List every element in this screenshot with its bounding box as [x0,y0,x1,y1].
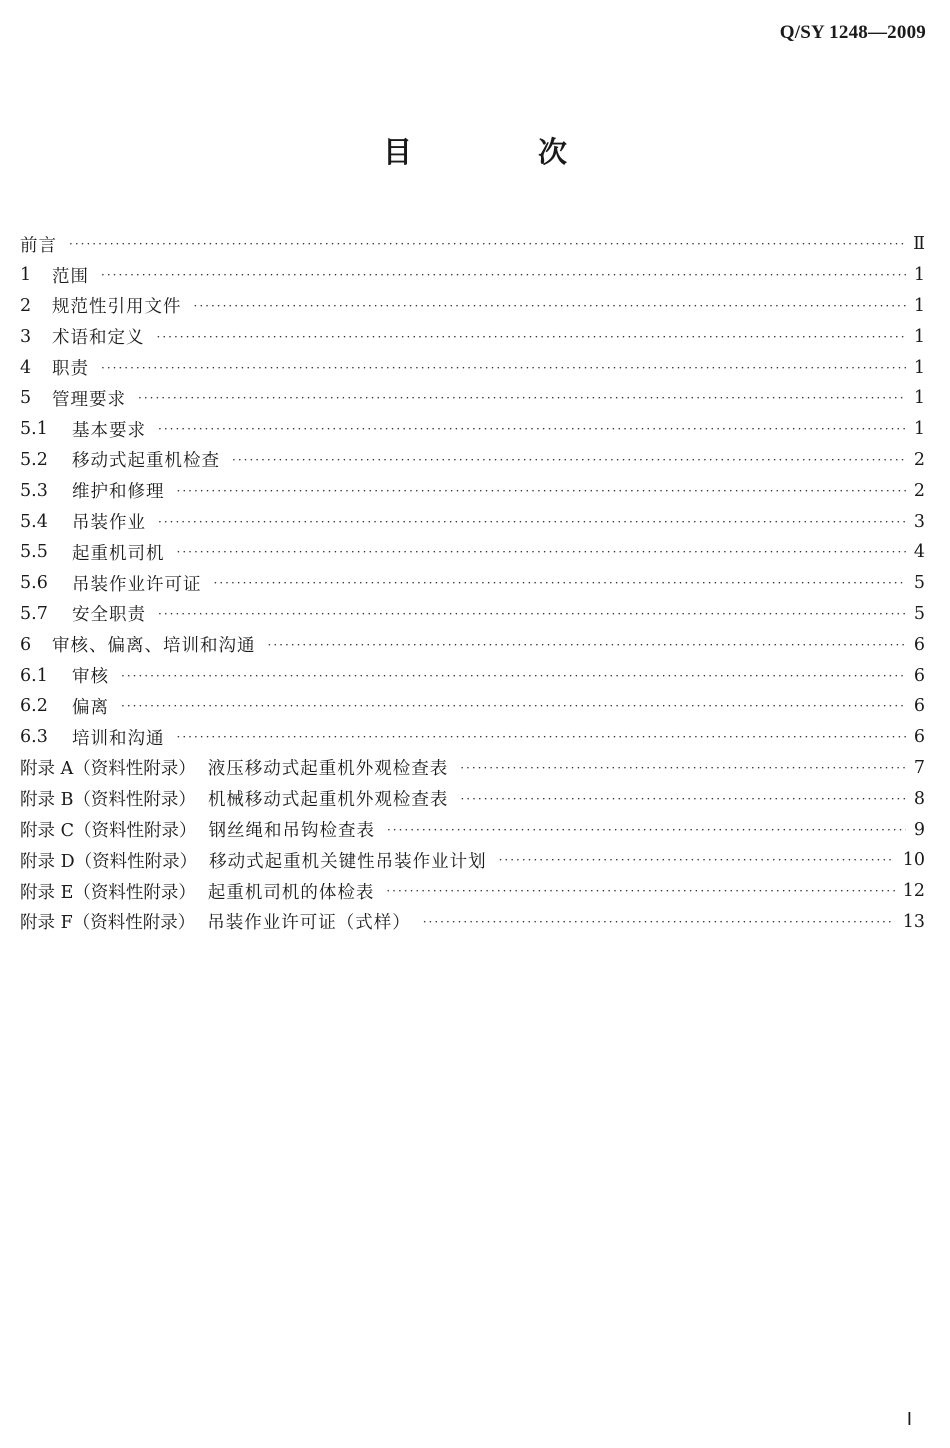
toc-entry[interactable] [20,876,925,907]
toc-entry-page: 6 [913,634,925,655]
toc-entry-number: 5.2 [20,449,48,470]
toc-entry[interactable] [20,537,925,568]
dot-leader [138,392,906,404]
toc-entry-page: 7 [913,757,925,778]
toc-entry-number: 附录 E（资料性附录） [20,882,196,903]
toc-entry-label: 职责 [52,359,89,380]
toc-entry-number: 附录 B（资料性附录） [20,790,196,811]
dot-leader [177,546,906,558]
toc-entry-number: 5.3 [20,480,48,501]
toc-entry-number: 附录 D（资料性附录） [20,851,198,872]
toc-entry-page: 8 [913,788,925,809]
toc-entry[interactable] [20,722,925,753]
toc-entry[interactable] [20,845,925,876]
toc-entry[interactable] [20,783,925,814]
toc-entry[interactable] [20,475,925,506]
page-folio: Ⅰ [906,1409,912,1429]
toc-entry-label: 术语和定义 [52,328,145,349]
toc-entry[interactable] [20,753,925,784]
dot-leader [177,485,906,497]
toc-entry-page: 10 [902,850,925,871]
toc-entry[interactable] [20,691,925,722]
toc-entry-page: 6 [913,727,925,748]
dot-leader [232,454,906,466]
toc-entry[interactable] [20,321,925,352]
toc-entry[interactable] [20,599,925,630]
toc-entry-number: 5.6 [20,573,48,594]
toc-entry-number: 附录 F（资料性附录） [20,913,196,934]
toc-entry-page: 1 [913,326,925,347]
toc-entry-label: 移动式起重机关键性吊装作业计划 [209,851,487,872]
toc-entry-number: 3 [20,326,32,347]
toc-entry-page: 1 [913,357,925,378]
toc-entry-label: 规范性引用文件 [52,297,182,318]
toc-entry-page: 6 [913,696,925,717]
toc-entry[interactable] [20,907,925,938]
toc-entry-number: 附录 A（资料性附录） [20,759,196,780]
dot-leader [158,608,906,620]
toc-entry[interactable] [20,506,925,537]
dot-leader [177,731,906,743]
toc-entry-page: 1 [913,388,925,409]
dot-leader [157,331,906,343]
toc-entry-label: 移动式起重机检查 [72,451,220,472]
dot-leader [158,516,906,528]
toc-entry-number: 5.7 [20,603,48,624]
toc-entry-page: 3 [913,511,925,532]
toc-entry-page: 2 [913,480,925,501]
standard-code: Q/SY 1248—2009 [779,22,926,43]
toc-entry-number: 1 [20,265,32,286]
toc-entry-label: 吊装作业 [72,513,146,534]
toc-entry-label: 维护和修理 [72,482,165,503]
dot-leader [101,269,906,281]
toc-entry-number: 5.5 [20,542,48,563]
toc-entry-label: 基本要求 [72,420,146,441]
dot-leader [460,762,906,774]
toc-entry-label: 吊装作业许可证 [72,574,202,595]
toc-entry[interactable] [20,660,925,691]
toc-entry-label: 偏离 [72,697,109,718]
toc-entry[interactable] [20,814,925,845]
dot-leader [101,362,906,374]
toc-entry-label: 起重机司机的体检表 [207,882,375,903]
dot-leader [423,916,895,928]
toc-entry-page: 13 [902,911,925,932]
dot-leader [460,793,905,805]
toc-entry-page: 6 [913,665,925,686]
toc-entry-label: 范围 [52,266,89,287]
toc-entry-number: 6.3 [20,727,48,748]
toc-entry-number: 5.4 [20,511,48,532]
table-of-contents [20,229,925,937]
toc-entry-page: 9 [913,819,925,840]
toc-entry-page: 12 [902,881,925,902]
toc-entry[interactable] [20,445,925,476]
toc-entry-label: 前言 [20,235,57,256]
toc-entry[interactable] [20,568,925,599]
toc-entry[interactable] [20,291,925,322]
dot-leader [387,824,906,836]
toc-entry[interactable] [20,260,925,291]
toc-entry-page: Ⅱ [913,234,925,255]
toc-entry-page: 2 [913,449,925,470]
dot-leader [121,670,906,682]
toc-entry-label: 审核、偏离、培训和沟通 [52,636,256,657]
toc-entry-label: 液压移动式起重机外观检查表 [207,759,449,780]
toc-entry-label: 管理要求 [52,389,126,410]
toc-entry[interactable] [20,383,925,414]
toc-entry-label: 起重机司机 [72,543,165,564]
toc-entry-label: 吊装作业许可证（式样） [207,913,411,934]
dot-leader [121,700,906,712]
toc-entry-number: 2 [20,295,32,316]
toc-entry-number: 4 [20,357,32,378]
page-title: 目 次 [382,135,626,169]
toc-entry[interactable] [20,352,925,383]
toc-entry-page: 5 [913,603,925,624]
dot-leader [386,885,894,897]
toc-entry-label: 安全职责 [72,605,146,626]
toc-entry-page: 1 [913,265,925,286]
toc-entry-number: 5.1 [20,419,48,440]
toc-entry-page: 1 [913,295,925,316]
toc-entry-page: 5 [913,573,925,594]
toc-entry-number: 附录 C（资料性附录） [20,821,197,842]
toc-entry[interactable] [20,414,925,445]
dot-leader [194,300,906,312]
toc-entry-label: 机械移动式起重机外观检查表 [207,790,449,811]
toc-entry-page: 4 [913,542,925,563]
toc-entry-number: 5 [20,388,32,409]
dot-leader [158,423,906,435]
toc-entry-page: 1 [913,419,925,440]
toc-entry[interactable] [20,629,925,660]
dot-leader [499,854,895,866]
toc-entry-number: 6.1 [20,665,48,686]
toc-entry-number: 6 [20,634,32,655]
dot-leader [268,639,906,651]
toc-entry-number: 6.2 [20,696,48,717]
dot-leader [69,238,905,250]
toc-entry-label: 培训和沟通 [72,728,165,749]
dot-leader [214,577,906,589]
toc-entry-label: 钢丝绳和吊钩检查表 [208,821,375,842]
toc-entry[interactable] [20,229,925,260]
toc-entry-label: 审核 [72,667,109,688]
